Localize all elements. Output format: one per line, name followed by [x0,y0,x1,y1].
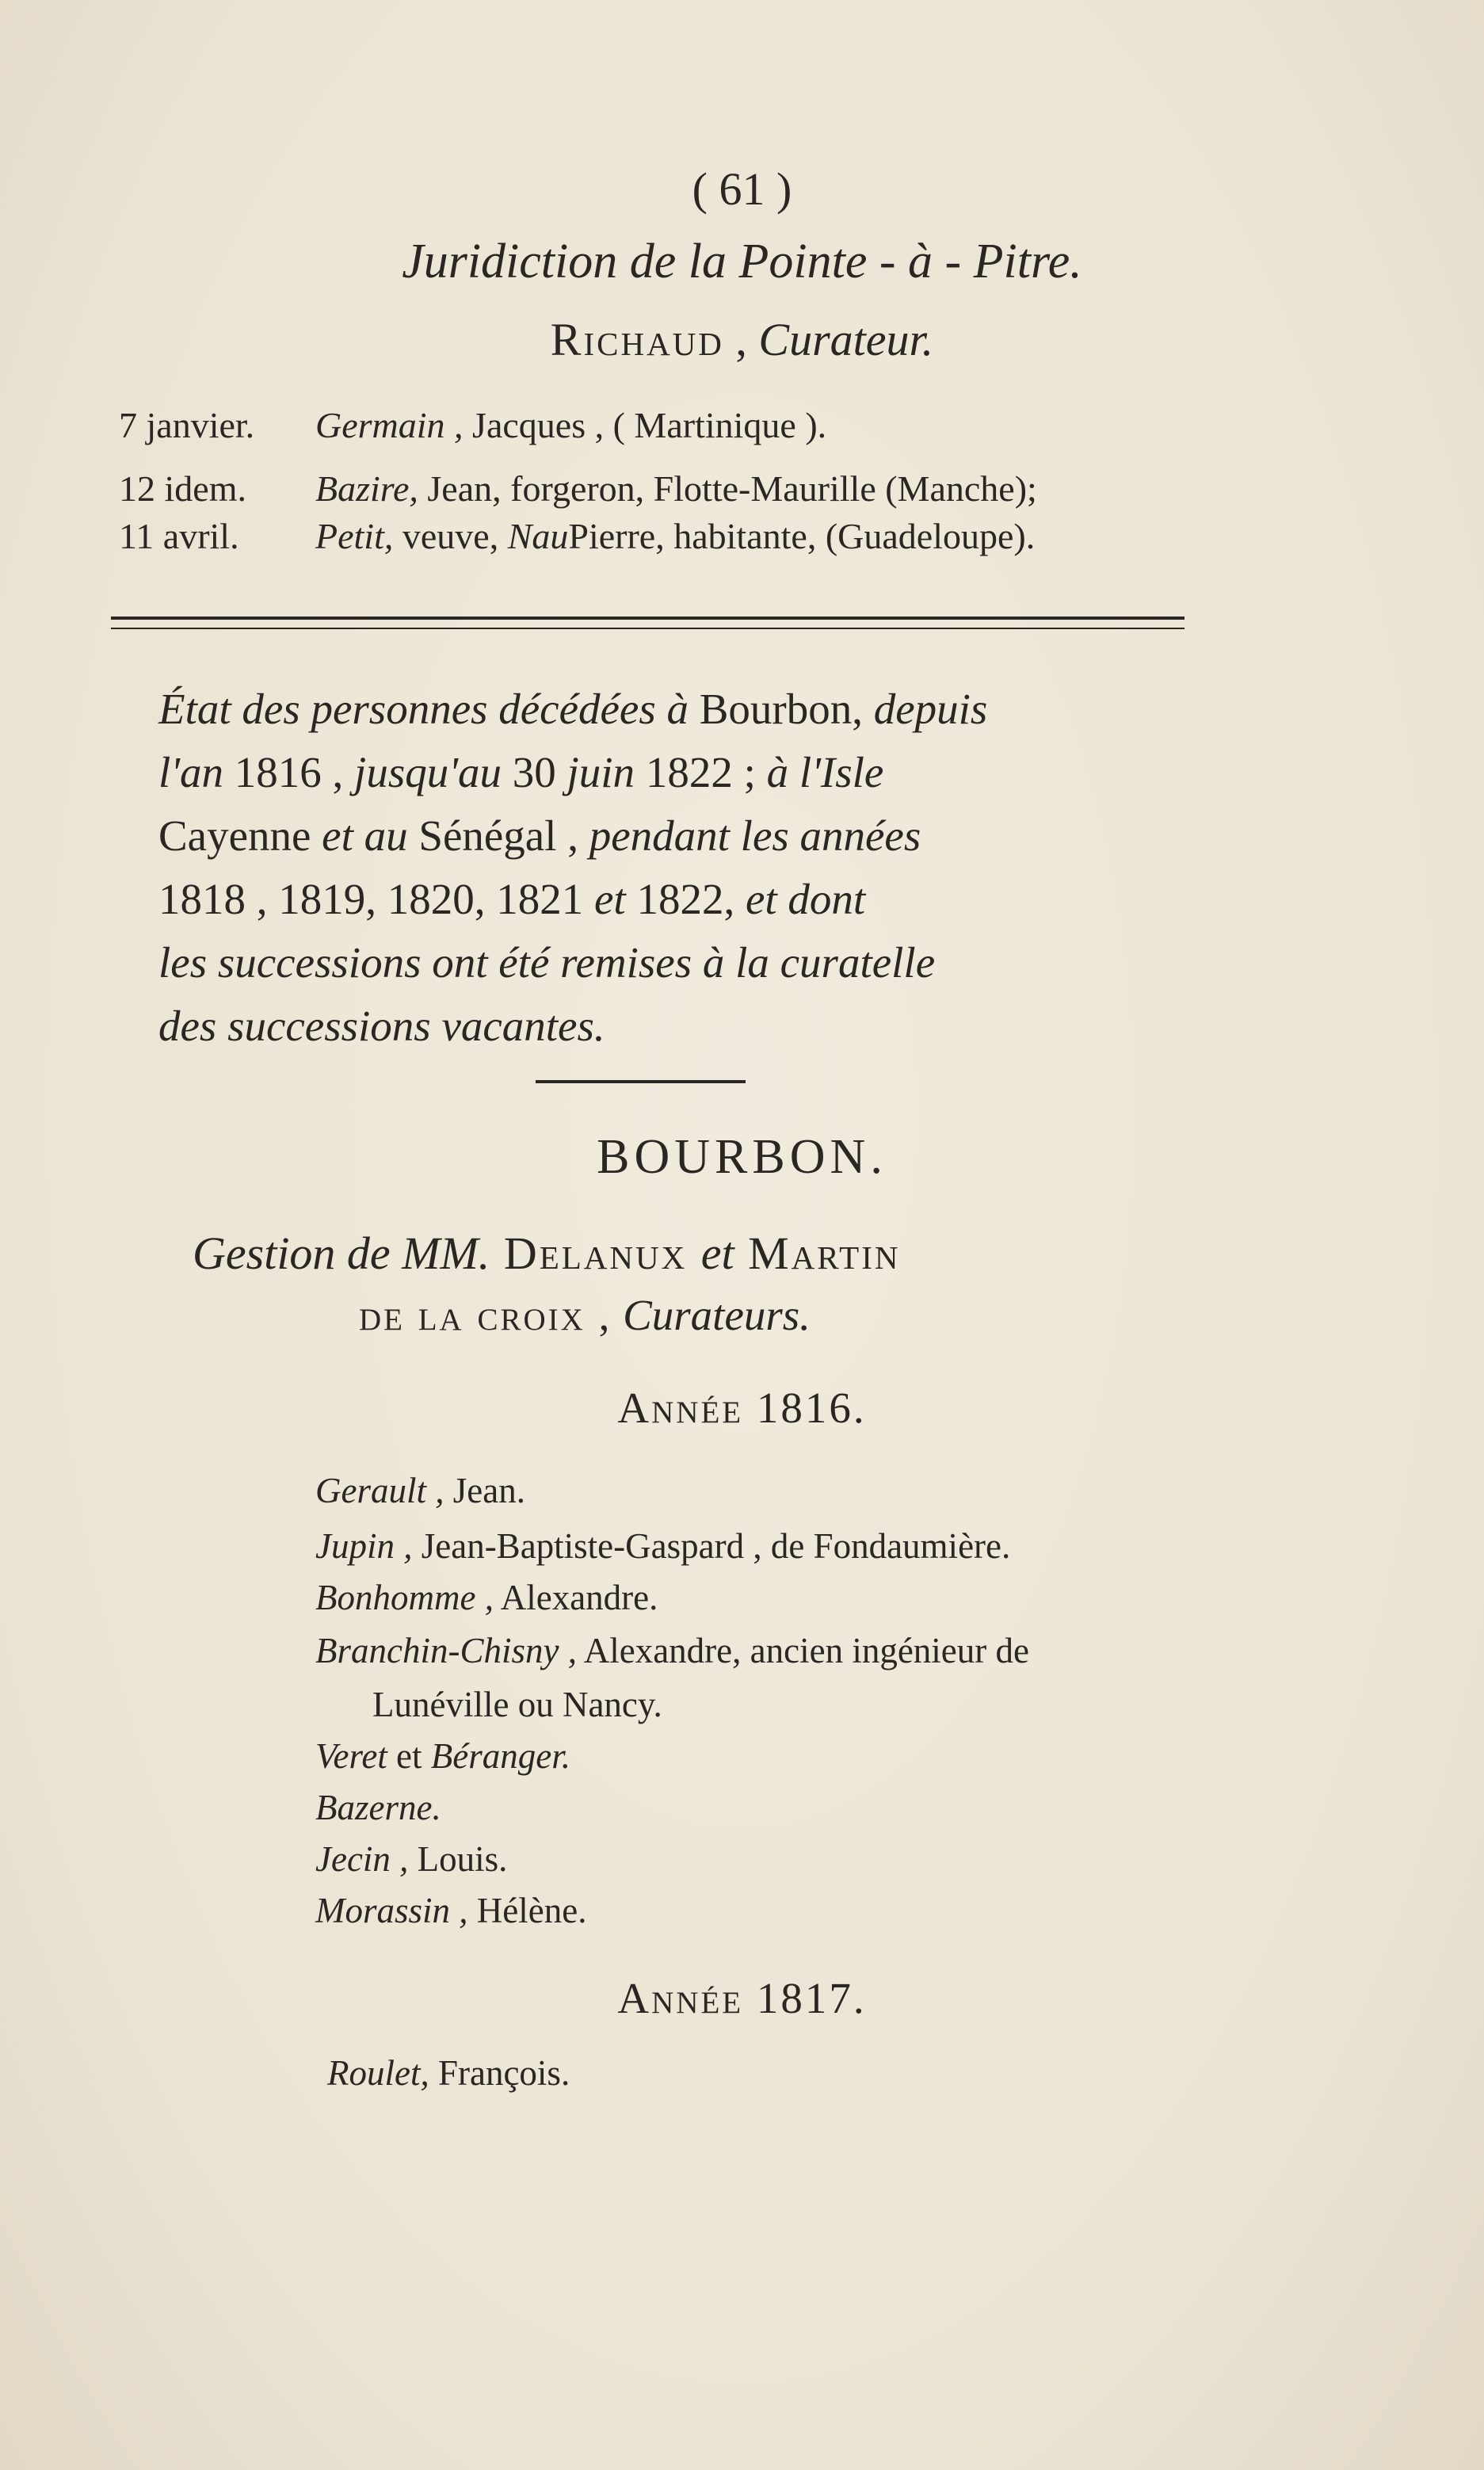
double-rule-top [111,617,1185,620]
double-rule-bottom [111,628,1185,629]
person-detail: et [387,1736,431,1776]
entry-name-2: Nau [507,516,569,556]
entry-row [119,515,1035,557]
etat-line-5: les successions ont été remises à la curatelle [158,938,936,987]
etat-text: et [594,875,626,923]
person-detail: Jean. [444,1471,525,1510]
etat-text: juin [567,748,635,796]
etat-line-4 [158,868,865,931]
person-entry [315,1735,570,1777]
etat-line-2 [158,741,883,804]
etat-line-3 [158,804,921,868]
etat-text: État des personnes décédées à [158,685,689,733]
person-name: Branchin-Chisny , [315,1631,577,1670]
gestion-text: et [700,1227,734,1279]
entry-row [119,468,1037,510]
person-entry [315,1838,507,1880]
person-detail: Lunéville ou Nancy. [372,1685,662,1724]
person-name-2: Béranger. [430,1736,571,1776]
entry-date: 11 avril. [119,516,239,556]
gestion-name: Delanux [490,1227,701,1279]
etat-text: 1818 , 1819, 1820, 1821 [158,875,594,923]
etat-text: depuis [862,685,988,733]
etat-text: pendant les années [589,811,921,860]
etat-text: jusqu'au [354,748,502,796]
person-detail: Louis. [408,1839,508,1879]
etat-text: Sénégal , [407,811,589,860]
etat-text: Cayenne [158,811,322,860]
person-entry [315,1630,1029,1671]
entry-detail-2: Pierre, habitante, (Guadeloupe). [568,516,1036,556]
entry-name: Bazire, [315,468,418,509]
short-rule [536,1080,746,1083]
person-name: Bonhomme , [315,1578,494,1617]
page-number: ( 61 ) [692,163,792,215]
person-detail: Hélène. [467,1891,587,1930]
person-detail: Alexandre. [493,1578,658,1617]
etat-text: 30 [502,748,567,796]
person-detail: Alexandre, ancien ingénieur de [576,1631,1029,1670]
person-entry-continuation [372,1684,662,1725]
etat-text: et dont [745,875,866,923]
etat-text: 1822, [625,875,746,923]
gestion-text: Curateurs. [612,1291,811,1339]
entry-detail: Jean, forgeron, Flotte-Maurille (Manche); [418,468,1037,509]
etat-text: 1822 ; [635,748,767,796]
person-entry [315,1525,1010,1567]
entry-name: Germain , [315,405,464,445]
gestion-name: de la croix , [359,1291,612,1339]
person-entry [327,2052,570,2094]
gestion-name: Martin [734,1227,901,1279]
person-name: Jupin , [315,1526,413,1566]
person-entry [315,1577,658,1618]
person-name: Roulet, [327,2053,429,2093]
entry-date: 7 janvier. [119,405,255,445]
etat-line-1 [158,678,987,741]
etat-text: et au [322,811,408,860]
entry-detail: Jacques , ( Martinique ). [463,405,827,445]
etat-text: 1816 , [223,748,355,796]
person-name: Veret [315,1736,387,1776]
person-entry [315,1470,525,1511]
gestion-line-1 [193,1227,900,1280]
section-heading-bourbon: BOURBON. [597,1130,887,1184]
gestion-text: Gestion de MM. [193,1227,490,1279]
person-entry [315,1787,441,1828]
person-entry [315,1890,586,1931]
entry-detail: veuve, [402,516,508,556]
curator-name: Richaud [550,314,724,365]
gestion-line-2 [359,1290,811,1340]
person-name: Gerault , [315,1471,444,1510]
etat-text: l'an [158,748,224,796]
entry-name: Petit, [315,516,402,556]
curator-sep: , [723,314,759,365]
person-name: Bazerne. [315,1788,441,1827]
year-heading-1817: Année 1817. [617,1974,867,2022]
etat-text: à l'Isle [766,748,884,796]
person-name: Jecin , [315,1839,409,1879]
person-name: Morassin , [315,1891,468,1930]
etat-text: Bourbon, [688,685,863,733]
entry-date: 12 idem. [119,468,246,509]
year-heading-1816: Année 1816. [617,1384,867,1432]
etat-line-6: des successions vacantes. [158,1002,605,1050]
person-detail: Jean-Baptiste-Gaspard , de Fondaumière. [412,1526,1011,1566]
curator-role: Curateur. [758,314,934,365]
entry-row [119,404,826,446]
curator-line [0,313,1484,366]
person-detail: François. [429,2053,570,2093]
jurisdiction-title: Juridiction de la Pointe - à - Pitre. [402,235,1082,288]
